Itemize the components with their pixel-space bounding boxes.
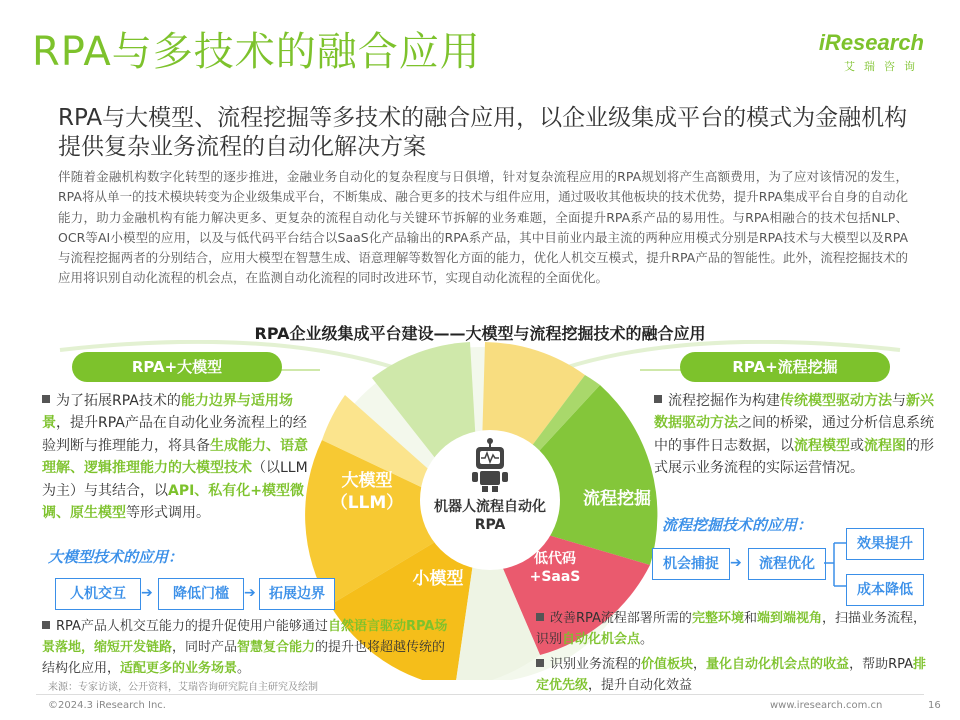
lowcode-label: [520, 550, 590, 586]
mining-highlight-2: 新兴数据驱动方法: [654, 393, 934, 432]
pill-rpa-llm: RPA+大模型: [72, 352, 282, 382]
mining-note-1: [536, 608, 936, 650]
flow-box-interaction: 人机交互: [55, 578, 141, 610]
br2-text-1: 识别业务流程的: [550, 657, 642, 672]
iresearch-logo: [819, 30, 924, 74]
mining-note-2: [536, 654, 936, 696]
wheel-center-label: [425, 498, 555, 534]
br2-highlight-2: 量化自动化机会点的收益: [706, 657, 850, 672]
llm-highlight-1: 能力边界与适用场景: [42, 393, 293, 432]
diagram-heading: RPA企业级集成平台建设——大模型与流程挖掘技术的融合应用: [254, 324, 706, 343]
mining-highlight-1: 传统模型驱动方法: [780, 393, 892, 409]
llm-text-2: ，提升RPA产品在自动化业务流程上的经验判断与推理能力，将具备: [42, 415, 307, 454]
logo-text: iResearch: [818, 30, 924, 55]
bl-text-4: 。: [237, 661, 251, 676]
bl-highlight-3: 适配更多的业务场景: [120, 661, 238, 676]
logo-subtext: 艾瑞咨询: [844, 60, 924, 73]
fork-connector: [824, 538, 848, 594]
llm-highlight-2: 生成能力、语意理解、逻辑推理能力的大模型技术: [42, 437, 308, 477]
arrow-right-icon: ➔: [244, 585, 256, 601]
mining-text-5: 的形式展示业务流程的实际运营情况。: [654, 437, 934, 477]
flow-box-optimization: 流程优化: [748, 548, 826, 580]
flow-box-effect-improve: 效果提升: [846, 528, 924, 560]
br1-text-1: 改善RPA流程部署所需的: [550, 611, 692, 626]
br2-text-2: ，: [693, 657, 707, 672]
page-subtitle: RPA与大模型、流程挖掘等多技术的融合应用，以企业级集成平台的模式为金融机构提供复杂业务流程的自动化解决方案: [58, 105, 908, 160]
br2-text-3: ，帮助RPA: [849, 657, 913, 672]
mining-bottom-notes: [536, 608, 936, 696]
mining-highlight-4: 流程图: [864, 437, 906, 454]
bullet-icon: [536, 613, 544, 621]
source-note: 来源：专家访谈，公开资料，艾瑞咨询研究院自主研究及绘制: [48, 682, 318, 693]
bullet-icon: [536, 659, 544, 667]
br2-highlight-1: 价值板块: [641, 657, 694, 672]
llm-application-heading: 大模型技术的应用：: [48, 548, 184, 566]
flow-box-expand-boundary: 拓展边界: [259, 578, 335, 610]
bl-text-1: RPA产品人机交互能力的提升促使用户能够通过: [56, 619, 328, 634]
process-mining-label: 流程挖掘: [583, 489, 651, 509]
br2-highlight-3: 排定优先级: [536, 657, 927, 693]
llm-bottom-note: [42, 616, 452, 679]
br1-highlight-3: 自动化机会点: [562, 632, 641, 647]
footer-divider: [36, 694, 924, 695]
mining-application-heading: 流程挖掘技术的应用：: [662, 516, 813, 534]
mining-text-3: 之间的桥梁，通过分析信息系统中的事件日志数据，以: [654, 415, 934, 454]
website: www.iresearch.com.cn: [770, 700, 883, 711]
llm-description: [42, 390, 310, 524]
mining-text-2: 与: [892, 393, 906, 409]
arrow-right-icon: ➔: [730, 555, 742, 571]
bullet-icon: [42, 621, 50, 629]
flow-box-opportunity: 机会捕捉: [652, 548, 730, 580]
llm-text-3: （以LLM为主）与其结合，以: [42, 460, 308, 499]
br1-highlight-2: 端到端视角: [756, 611, 822, 626]
copyright: ©2024.3 iResearch Inc.: [48, 700, 166, 711]
bl-highlight-1: 自然语言驱动RPA场景落地，缩短开发链路: [42, 619, 448, 655]
bl-highlight-2: 智慧复合能力: [237, 640, 316, 655]
arrow-right-icon: ➔: [141, 585, 153, 601]
center-sublabel: RPA: [474, 517, 506, 533]
br2-text-4: ，提升自动化效益: [588, 678, 693, 693]
mining-text-1: 流程挖掘作为构建: [668, 393, 780, 409]
mining-text-4: 或: [850, 437, 864, 454]
bullet-icon: [42, 395, 50, 403]
bl-text-2: ，同时产品: [172, 640, 238, 655]
llm-label-sub: （LLM）: [330, 493, 404, 513]
flow-box-cost-reduce: 成本降低: [846, 574, 924, 606]
llm-text-1: 为了拓展RPA技术的: [56, 393, 181, 409]
lowcode-label-sub: +SaaS: [529, 569, 581, 585]
small-model-label: 小模型: [412, 569, 464, 589]
mining-description: [654, 390, 934, 480]
mining-highlight-3: 流程模型: [794, 437, 850, 454]
lowcode-label-text: 低代码: [534, 551, 576, 567]
br1-text-3: ，扫描业务流程，识别: [536, 611, 926, 647]
llm-label: [322, 470, 412, 514]
pill-rpa-mining: RPA+流程挖掘: [680, 352, 890, 382]
flow-box-lower-threshold: 降低门槛: [158, 578, 244, 610]
bl-text-3: 的提升也将超越传统的结构化应用，: [42, 640, 446, 676]
page-number: 16: [928, 700, 941, 711]
br1-text-2: 和: [743, 611, 757, 626]
br1-text-4: 。: [640, 632, 654, 647]
bullet-icon: [654, 395, 662, 403]
llm-highlight-3: API、私有化+模型微调、原生模型: [42, 482, 305, 522]
center-label: 机器人流程自动化: [434, 499, 546, 515]
br1-highlight-1: 完整环境: [691, 611, 744, 626]
intro-paragraph: 伴随着金融机构数字化转型的逐步推进，金融业务自动化的复杂程度与日俱增，针对复杂流程应用的RPA规划将产生高额费用，为了应对该情况的发生，RPA将从单一的技术模块转变为企业级集成平台，不断集成、融合更多的技术与组件应用，通过吸收其他板块的技术优势，提升RPA集成平台自身的自动化能力，助力金融机构有能力解决更多、更复杂的流程自动化与关键环节拆解的业务难题，全面提升RPA系产品的易用性。与RPA相融合的技术包括NLP、OCR等AI小模型的应用，以及与低代码平台结合以SaaS化产品输出的RPA系产品，其中目前业内最主流的两种应用模式分别是RPA技术与大模型以及RPA与流程挖掘两者的分别结合，应用大模型在智慧生成、语意理解等数智化方面的能力，优化人机交互模式，提升RPA产品的智能性。此外，流程挖掘技术的应用将识别自动化流程的机会点，在监测自动化流程的同时改进环节，实现自动化流程的全面优化。: [58, 169, 908, 286]
llm-text-4: 等形式调用。: [126, 505, 210, 522]
llm-label-text: 大模型: [341, 471, 393, 491]
page-title: RPA与多技术的融合应用: [32, 29, 481, 75]
